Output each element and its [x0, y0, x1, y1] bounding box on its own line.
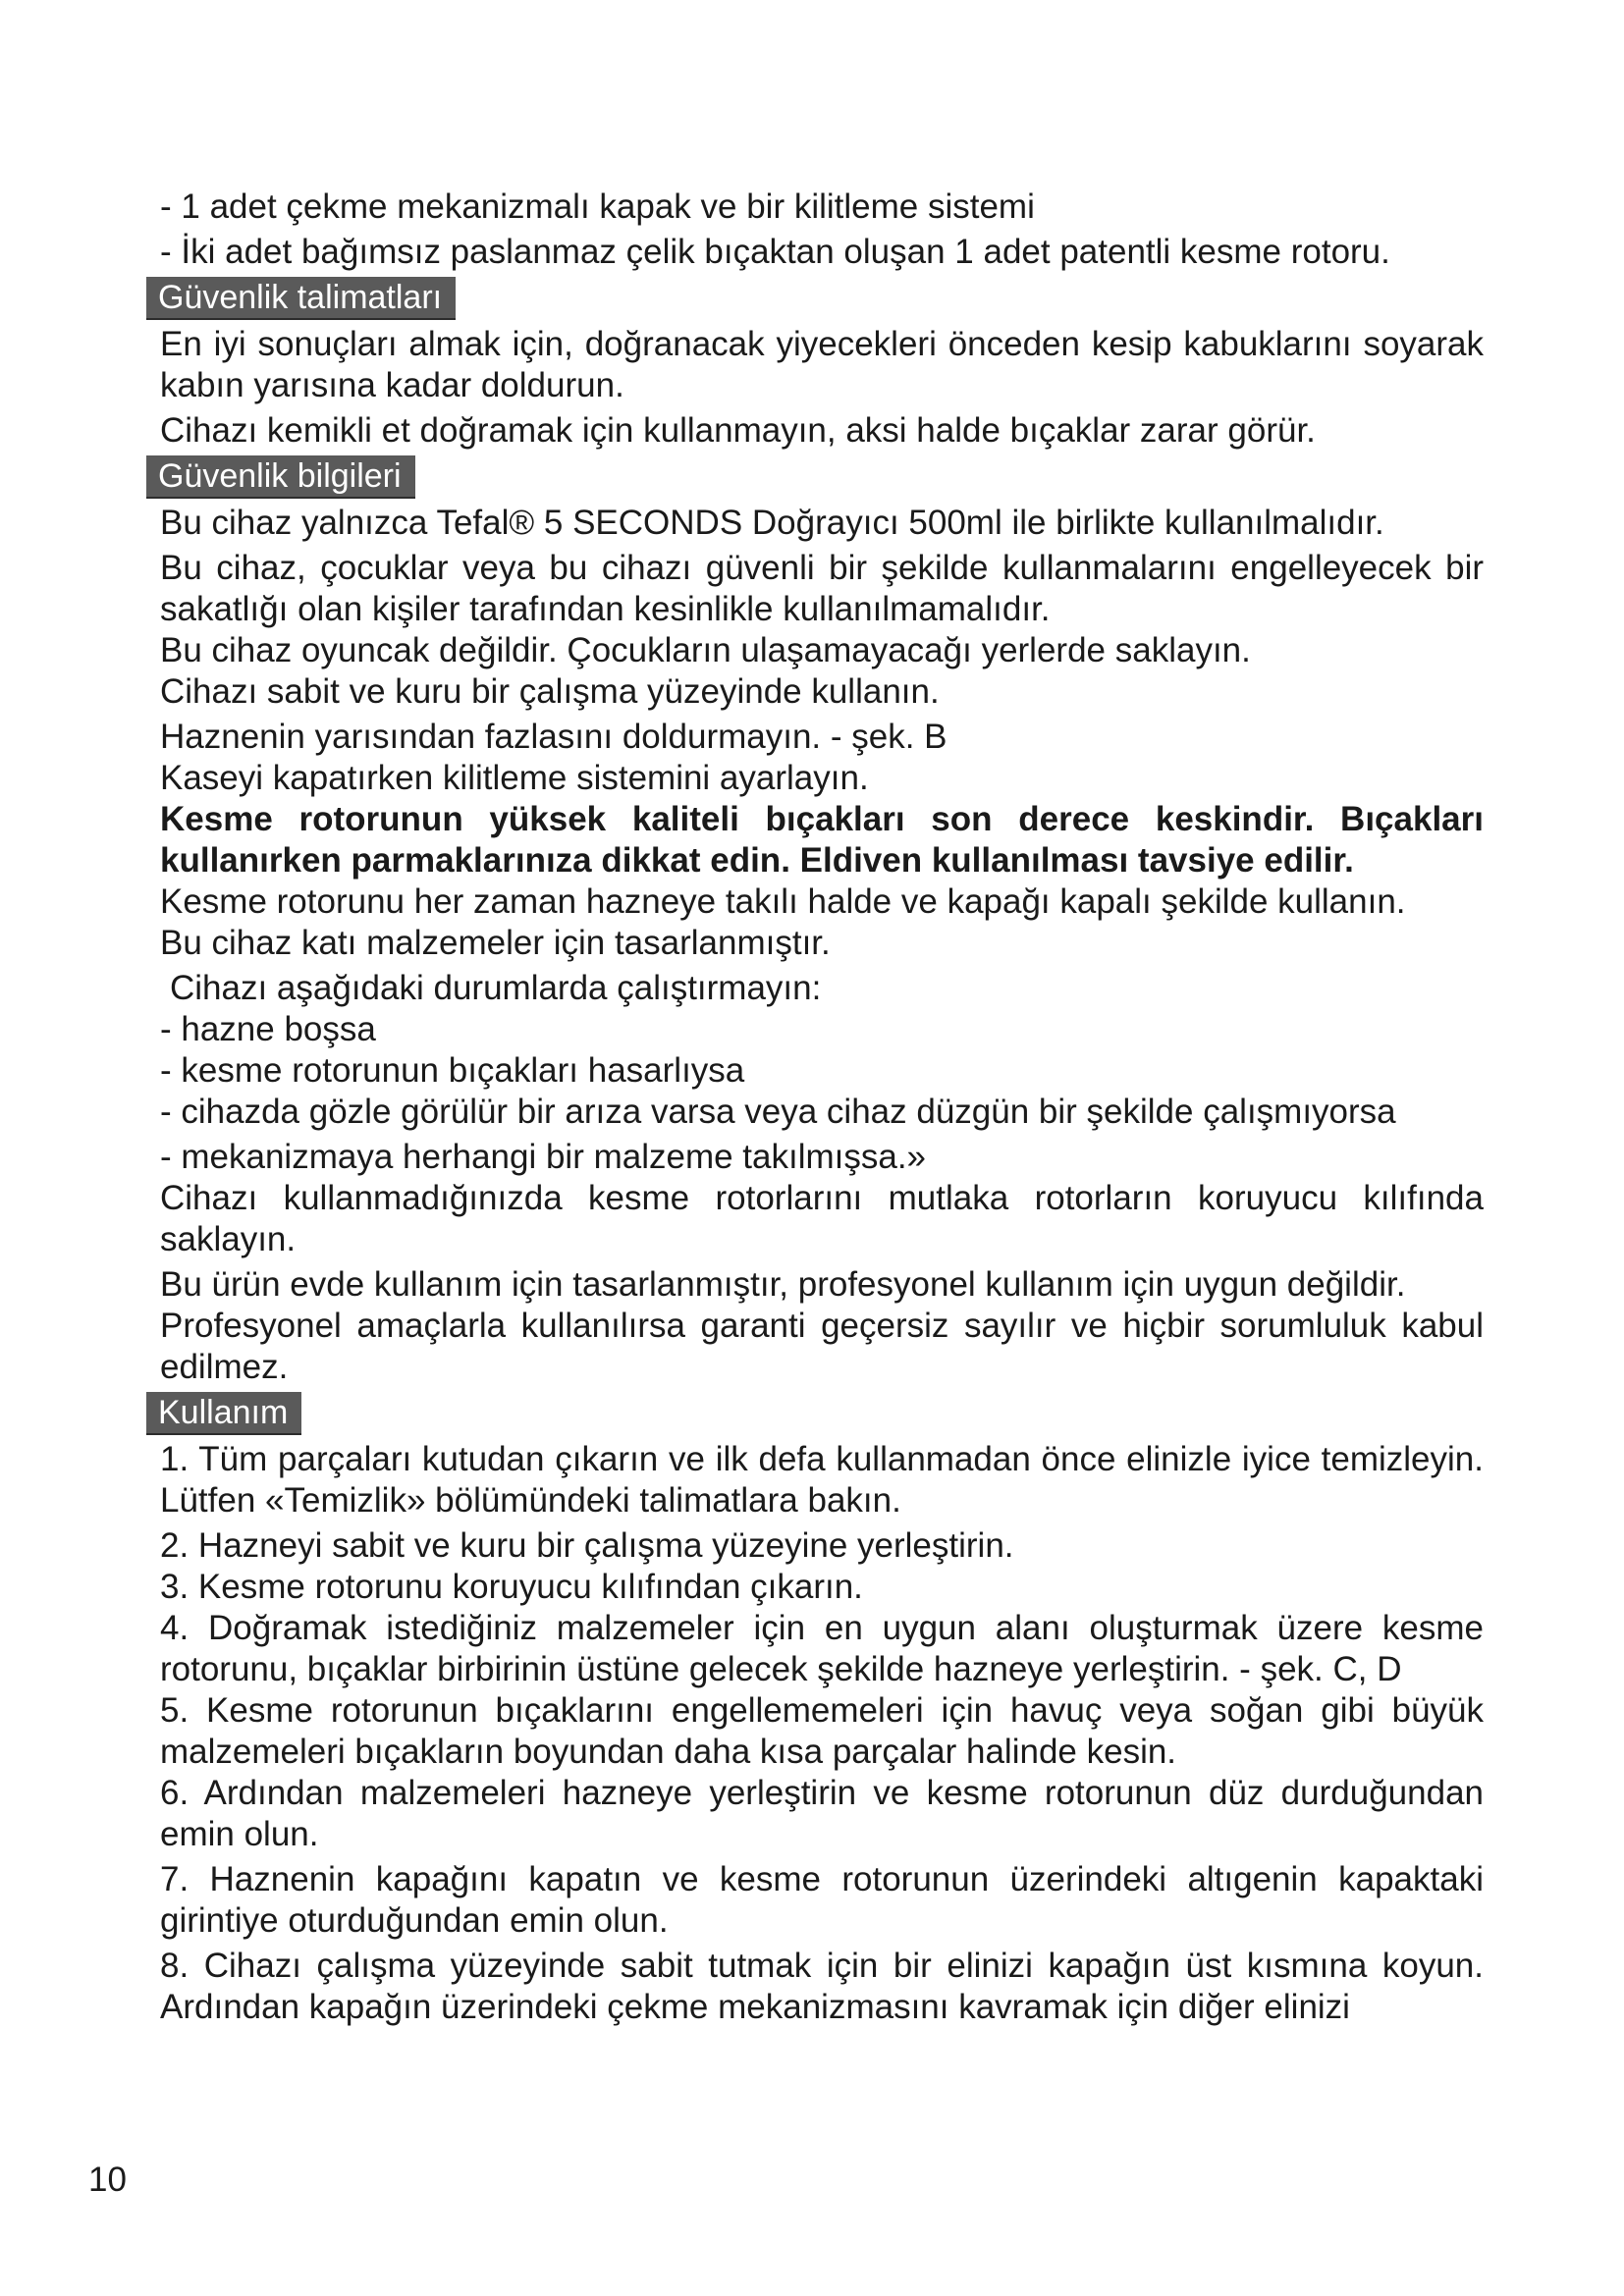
safety-instructions-p2: Cihazı kemikli et doğramak için kullanmayın, aksi halde bıçaklar zarar görür. [160, 411, 1316, 450]
condition-item-1: - hazne boşsa [160, 1010, 376, 1048]
safety-info-p1: Bu cihaz yalnızca Tefal® 5 SECONDS Doğrayıcı 500ml ile birlikte kullanılmalıdır. [160, 504, 1384, 542]
safety-info-p11: Bu ürün evde kullanım için tasarlanmıştır, profesyonel kullanım için uygun değildir. [160, 1265, 1406, 1304]
heading-usage: Kullanım [146, 1392, 301, 1435]
safety-instructions-p1: En iyi sonuçları almak için, doğranacak yiyecekleri önceden kesip kabuklarını soyarak kabın yarısına kadar doldurun. [160, 325, 1484, 404]
usage-step-3: 3. Kesme rotorunu koruyucu kılıfından çıkarın. [160, 1568, 863, 1606]
safety-info-p8: Bu cihaz katı malzemeler için tasarlanmıştır. [160, 924, 831, 962]
safety-warning: Kesme rotorunun yüksek kaliteli bıçakları son derece keskindir. Bıçakları kullanırken parmaklarınıza dikkat edin. Eldiven kullanılması tavsiye edilir. [160, 800, 1484, 880]
safety-info-p12: Profesyonel amaçlarla kullanılırsa garanti geçersiz sayılır ve hiçbir sorumluluk kabul edilmez. [160, 1307, 1484, 1386]
condition-item-4: - mekanizmaya herhangi bir malzeme takılmışsa.» [160, 1138, 927, 1176]
safety-info-p10: Cihazı kullanmadığınızda kesme rotorlarını mutlaka rotorların koruyucu kılıfında saklayın. [160, 1179, 1484, 1258]
page-number: 10 [88, 2161, 127, 2199]
safety-info-p2: Bu cihaz, çocuklar veya bu cihazı güvenli bir şekilde kullanmalarını engelleyecek bir sakatlığı olan kişiler tarafından kesinlikle kullanılmamalıdır. [160, 549, 1484, 628]
usage-step-1: 1. Tüm parçaları kutudan çıkarın ve ilk defa kullanmadan önce elinizle iyice temizleyin. Lütfen «Temizlik» bölümündeki talimatlara bakın. [160, 1440, 1484, 1520]
usage-step-7: 7. Haznenin kapağını kapatın ve kesme rotorunun üzerindeki altıgenin kapaktaki girintiye oturduğundan emin olun. [160, 1860, 1484, 1940]
condition-item-2: - kesme rotorunun bıçakları hasarlıysa [160, 1051, 745, 1090]
usage-step-6: 6. Ardından malzemeleri hazneye yerleştirin ve kesme rotorunun düz durduğundan emin olun. [160, 1774, 1484, 1853]
heading-safety-information: Güvenlik bilgileri [146, 455, 415, 499]
heading-safety-instructions: Güvenlik talimatları [146, 277, 456, 320]
usage-step-8: 8. Cihazı çalışma yüzeyinde sabit tutmak için bir elinizi kapağın üst kısmına koyun. Ardından kapağın üzerindeki çekme mekanizmasını kavramak için diğer elinizi [160, 1947, 1484, 2026]
usage-step-4: 4. Doğramak istediğiniz malzemeler için en uygun alanı oluşturmak üzere kesme rotorunu, bıçaklar birbirinin üstüne gelecek şekilde hazneye yerleştirin. - şek. C, D [160, 1609, 1484, 1688]
intro-item-2: - İki adet bağımsız paslanmaz çelik bıçaktan oluşan 1 adet patentli kesme rotoru. [160, 233, 1390, 271]
safety-info-p6: Kaseyi kapatırken kilitleme sistemini ayarlayın. [160, 759, 869, 797]
intro-item-1: - 1 adet çekme mekanizmalı kapak ve bir kilitleme sistemi [160, 187, 1035, 226]
document-page [160, 187, 1484, 2028]
safety-info-p7: Kesme rotorunu her zaman hazneye takılı halde ve kapağı kapalı şekilde kullanın. [160, 882, 1406, 921]
usage-step-5: 5. Kesme rotorunun bıçaklarını engellememeleri için havuç veya soğan gibi büyük malzemeleri bıçakların boyundan daha kısa parçalar halinde kesin. [160, 1691, 1484, 1771]
safety-info-p9: Cihazı aşağıdaki durumlarda çalıştırmayın: [170, 969, 822, 1007]
safety-info-p3: Bu cihaz oyuncak değildir. Çocukların ulaşamayacağı yerlerde saklayın. [160, 631, 1251, 669]
safety-info-p4: Cihazı sabit ve kuru bir çalışma yüzeyinde kullanın. [160, 672, 940, 711]
usage-step-2: 2. Hazneyi sabit ve kuru bir çalışma yüzeyine yerleştirin. [160, 1526, 1014, 1565]
safety-info-p5: Haznenin yarısından fazlasını doldurmayın. - şek. B [160, 718, 947, 756]
condition-item-3: - cihazda gözle görülür bir arıza varsa veya cihaz düzgün bir şekilde çalışmıyorsa [160, 1093, 1396, 1131]
